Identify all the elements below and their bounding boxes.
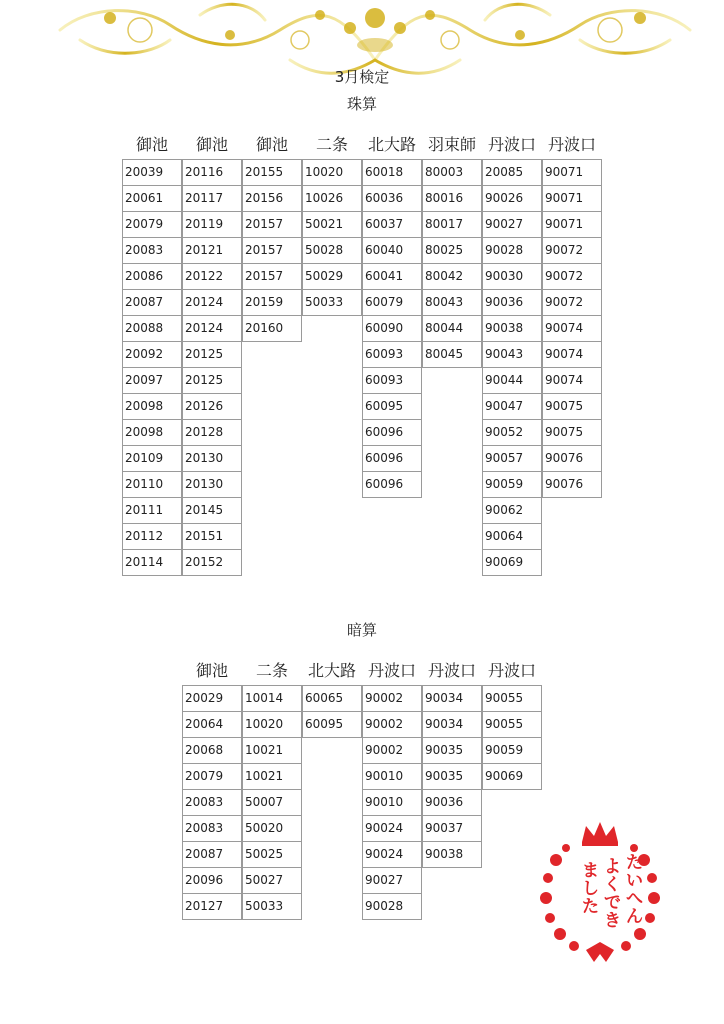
table-cell: 60096 bbox=[362, 445, 422, 472]
table-cell: 90076 bbox=[542, 445, 602, 472]
table-cell: 20079 bbox=[122, 211, 182, 238]
table-cell: 20114 bbox=[122, 549, 182, 576]
table-cell: 90036 bbox=[422, 789, 482, 816]
table-cell: 90071 bbox=[542, 159, 602, 186]
table-cell: 20088 bbox=[122, 315, 182, 342]
column-header: 丹波口 bbox=[427, 661, 476, 680]
table-cell: 90059 bbox=[482, 737, 542, 764]
table-cell: 20160 bbox=[242, 315, 302, 342]
table-cell: 20152 bbox=[182, 549, 242, 576]
column-header: 丹波口 bbox=[487, 135, 536, 154]
column-header: 二条 bbox=[315, 135, 348, 154]
table-cell: 90074 bbox=[542, 315, 602, 342]
table-cell: 90026 bbox=[482, 185, 542, 212]
table-cell: 90028 bbox=[362, 893, 422, 920]
table-cell: 90074 bbox=[542, 341, 602, 368]
table-cell: 20119 bbox=[182, 211, 242, 238]
table-cell: 90069 bbox=[482, 549, 542, 576]
table-cell: 20112 bbox=[122, 523, 182, 550]
table-cell: 20083 bbox=[182, 789, 242, 816]
table-cell: 50007 bbox=[242, 789, 302, 816]
table-cell: 20159 bbox=[242, 289, 302, 316]
table-cell: 90038 bbox=[422, 841, 482, 868]
table-cell: 90076 bbox=[542, 471, 602, 498]
table-cell: 20039 bbox=[122, 159, 182, 186]
table-cell: 20126 bbox=[182, 393, 242, 420]
svg-text:ん: ん bbox=[626, 907, 643, 927]
table-cell: 80042 bbox=[422, 263, 482, 290]
table-cell: 20087 bbox=[122, 289, 182, 316]
table-cell: 50033 bbox=[302, 289, 362, 316]
table-cell: 90062 bbox=[482, 497, 542, 524]
table-cell: 20064 bbox=[182, 711, 242, 738]
column-header: 羽束師 bbox=[427, 135, 476, 154]
table-cell: 20124 bbox=[182, 315, 242, 342]
column-header: 丹波口 bbox=[547, 135, 596, 154]
table-cell: 90071 bbox=[542, 185, 602, 212]
soroban-column-hazukashi bbox=[422, 135, 482, 368]
table-cell: 10026 bbox=[302, 185, 362, 212]
table-cell: 20157 bbox=[242, 237, 302, 264]
svg-text:い: い bbox=[626, 871, 643, 891]
table-cell: 90030 bbox=[482, 263, 542, 290]
table-cell: 90072 bbox=[542, 289, 602, 316]
anzan-column-tambaguchi-2 bbox=[422, 661, 482, 868]
svg-text:で: で bbox=[604, 893, 621, 913]
table-cell: 20156 bbox=[242, 185, 302, 212]
soroban-column-oike-3 bbox=[242, 135, 302, 342]
table-cell: 90037 bbox=[422, 815, 482, 842]
table-cell: 80003 bbox=[422, 159, 482, 186]
anzan-column-nijo bbox=[242, 661, 302, 920]
anzan-column-tambaguchi-3 bbox=[482, 661, 542, 790]
table-cell: 20085 bbox=[482, 159, 542, 186]
column-header: 御池 bbox=[195, 661, 228, 680]
table-cell: 90035 bbox=[422, 737, 482, 764]
table-cell: 60095 bbox=[302, 711, 362, 738]
table-cell: 60065 bbox=[302, 685, 362, 712]
soroban-column-oike-1 bbox=[122, 135, 182, 576]
table-cell: 60090 bbox=[362, 315, 422, 342]
table-cell: 90072 bbox=[542, 263, 602, 290]
table-cell: 20116 bbox=[182, 159, 242, 186]
table-cell: 20029 bbox=[182, 685, 242, 712]
table-cell: 90057 bbox=[482, 445, 542, 472]
table-cell: 20117 bbox=[182, 185, 242, 212]
table-cell: 20083 bbox=[122, 237, 182, 264]
table-cell: 10020 bbox=[302, 159, 362, 186]
table-cell: 60036 bbox=[362, 185, 422, 212]
column-header: 二条 bbox=[255, 661, 288, 680]
table-cell: 90028 bbox=[482, 237, 542, 264]
section-title-anzan: 暗算 bbox=[346, 621, 377, 639]
table-cell: 90034 bbox=[422, 711, 482, 738]
well-done-stamp bbox=[536, 820, 664, 965]
section-title-soroban: 珠算 bbox=[346, 95, 377, 113]
table-cell: 20098 bbox=[122, 393, 182, 420]
table-cell: 60079 bbox=[362, 289, 422, 316]
svg-text:き: き bbox=[604, 911, 621, 931]
table-cell: 20111 bbox=[122, 497, 182, 524]
table-cell: 20122 bbox=[182, 263, 242, 290]
table-cell: 90002 bbox=[362, 711, 422, 738]
table-cell: 90034 bbox=[422, 685, 482, 712]
table-cell: 20155 bbox=[242, 159, 302, 186]
table-cell: 90010 bbox=[362, 763, 422, 790]
table-cell: 60040 bbox=[362, 237, 422, 264]
table-cell: 80025 bbox=[422, 237, 482, 264]
soroban-column-nijo bbox=[302, 135, 362, 316]
table-cell: 80045 bbox=[422, 341, 482, 368]
table-cell: 20092 bbox=[122, 341, 182, 368]
table-cell: 60096 bbox=[362, 419, 422, 446]
table-cell: 90071 bbox=[542, 211, 602, 238]
soroban-column-oike-2 bbox=[182, 135, 242, 576]
table-cell: 90002 bbox=[362, 737, 422, 764]
table-cell: 20061 bbox=[122, 185, 182, 212]
table-cell: 90035 bbox=[422, 763, 482, 790]
table-cell: 20083 bbox=[182, 815, 242, 842]
svg-text:た: た bbox=[626, 853, 643, 873]
table-cell: 20124 bbox=[182, 289, 242, 316]
table-cell: 10014 bbox=[242, 685, 302, 712]
table-cell: 90027 bbox=[482, 211, 542, 238]
column-header: 北大路 bbox=[367, 135, 416, 154]
svg-text:へ: へ bbox=[626, 889, 643, 909]
table-cell: 20127 bbox=[182, 893, 242, 920]
table-cell: 60018 bbox=[362, 159, 422, 186]
table-cell: 80016 bbox=[422, 185, 482, 212]
table-cell: 60095 bbox=[362, 393, 422, 420]
svg-text:た: た bbox=[582, 897, 599, 917]
table-cell: 20110 bbox=[122, 471, 182, 498]
table-cell: 20157 bbox=[242, 263, 302, 290]
table-cell: 20145 bbox=[182, 497, 242, 524]
table-cell: 50033 bbox=[242, 893, 302, 920]
table-cell: 90064 bbox=[482, 523, 542, 550]
document-title: 3月検定 bbox=[334, 68, 390, 86]
table-cell: 90024 bbox=[362, 815, 422, 842]
table-cell: 90075 bbox=[542, 393, 602, 420]
table-cell: 20079 bbox=[182, 763, 242, 790]
table-cell: 80043 bbox=[422, 289, 482, 316]
table-cell: 90055 bbox=[482, 711, 542, 738]
table-cell: 20125 bbox=[182, 367, 242, 394]
table-cell: 50021 bbox=[302, 211, 362, 238]
column-header: 御池 bbox=[135, 135, 168, 154]
table-cell: 20121 bbox=[182, 237, 242, 264]
crown-icon bbox=[582, 822, 618, 842]
table-cell: 90036 bbox=[482, 289, 542, 316]
table-cell: 20068 bbox=[182, 737, 242, 764]
table-cell: 20086 bbox=[122, 263, 182, 290]
table-cell: 90052 bbox=[482, 419, 542, 446]
table-cell: 90047 bbox=[482, 393, 542, 420]
table-cell: 90002 bbox=[362, 685, 422, 712]
anzan-column-kitaoji bbox=[302, 661, 362, 738]
table-cell: 90027 bbox=[362, 867, 422, 894]
table-cell: 20130 bbox=[182, 445, 242, 472]
table-cell: 60093 bbox=[362, 341, 422, 368]
table-cell: 80017 bbox=[422, 211, 482, 238]
column-header: 丹波口 bbox=[367, 661, 416, 680]
table-cell: 20109 bbox=[122, 445, 182, 472]
table-cell: 10020 bbox=[242, 711, 302, 738]
soroban-column-tambaguchi-2 bbox=[542, 135, 602, 498]
table-cell: 20151 bbox=[182, 523, 242, 550]
table-cell: 50028 bbox=[302, 237, 362, 264]
table-cell: 90074 bbox=[542, 367, 602, 394]
table-cell: 50025 bbox=[242, 841, 302, 868]
table-cell: 20130 bbox=[182, 471, 242, 498]
column-header: 丹波口 bbox=[487, 661, 536, 680]
svg-text:よ: よ bbox=[604, 857, 621, 877]
table-cell: 90055 bbox=[482, 685, 542, 712]
table-cell: 20097 bbox=[122, 367, 182, 394]
anzan-column-oike bbox=[182, 661, 242, 920]
table-cell: 90072 bbox=[542, 237, 602, 264]
table-cell: 20096 bbox=[182, 867, 242, 894]
soroban-column-tambaguchi-1 bbox=[482, 135, 542, 576]
table-cell: 20125 bbox=[182, 341, 242, 368]
table-cell: 60041 bbox=[362, 263, 422, 290]
table-cell: 60037 bbox=[362, 211, 422, 238]
table-cell: 10021 bbox=[242, 737, 302, 764]
table-cell: 10021 bbox=[242, 763, 302, 790]
svg-text:し: し bbox=[582, 879, 599, 899]
table-cell: 90069 bbox=[482, 763, 542, 790]
column-header: 北大路 bbox=[307, 661, 356, 680]
table-cell: 20128 bbox=[182, 419, 242, 446]
table-cell: 90043 bbox=[482, 341, 542, 368]
column-header: 御池 bbox=[255, 135, 288, 154]
table-cell: 50027 bbox=[242, 867, 302, 894]
table-cell: 80044 bbox=[422, 315, 482, 342]
table-cell: 90024 bbox=[362, 841, 422, 868]
soroban-column-kitaoji bbox=[362, 135, 422, 498]
svg-text:く: く bbox=[604, 875, 621, 895]
anzan-column-tambaguchi-1 bbox=[362, 661, 422, 920]
table-cell: 90044 bbox=[482, 367, 542, 394]
table-cell: 20087 bbox=[182, 841, 242, 868]
table-cell: 50020 bbox=[242, 815, 302, 842]
column-header: 御池 bbox=[195, 135, 228, 154]
table-cell: 90038 bbox=[482, 315, 542, 342]
table-cell: 20098 bbox=[122, 419, 182, 446]
table-cell: 60096 bbox=[362, 471, 422, 498]
table-cell: 60093 bbox=[362, 367, 422, 394]
table-cell: 90010 bbox=[362, 789, 422, 816]
table-cell: 50029 bbox=[302, 263, 362, 290]
table-cell: 90059 bbox=[482, 471, 542, 498]
svg-text:ま: ま bbox=[582, 861, 599, 881]
table-cell: 20157 bbox=[242, 211, 302, 238]
table-cell: 90075 bbox=[542, 419, 602, 446]
